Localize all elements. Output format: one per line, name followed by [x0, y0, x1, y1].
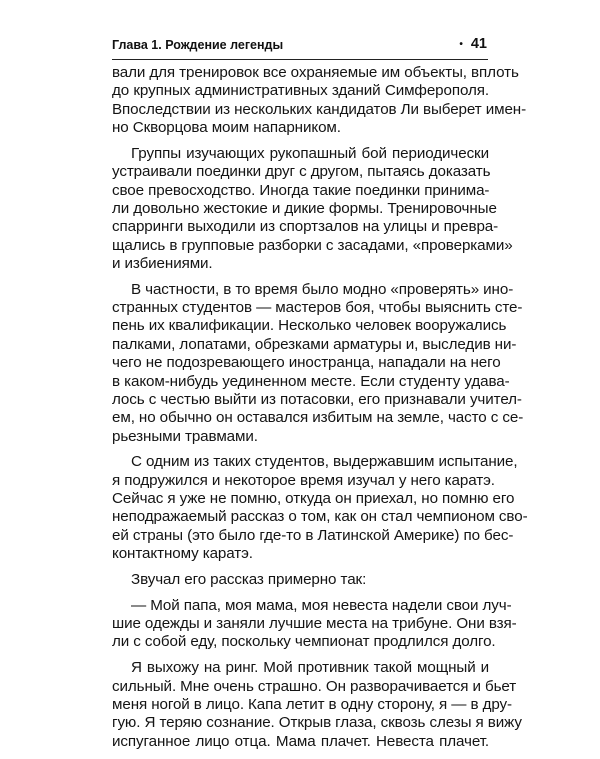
- text-line: Группы изучающих рукопашный бой периодически: [131, 144, 489, 162]
- paragraph: [112, 64, 527, 137]
- text-line: ем, но обычно он оставался избитым на земле, часто с се-: [112, 409, 524, 427]
- text-line: С одним из таких студентов, выдержавшим испытание,: [131, 453, 518, 471]
- bullet-icon: •: [459, 38, 463, 50]
- text-line: но Скворцова моим напарником.: [112, 119, 341, 137]
- text-line: я подружился и некоторое время изучал у него каратэ.: [112, 471, 495, 489]
- text-line: меня ногой в лицо. Капа летит в одну сторону, я — в дру-: [112, 696, 512, 713]
- body-text: [112, 64, 528, 759]
- text-line: странных студентов — мастеров боя, чтобы выяснить сте-: [112, 299, 523, 317]
- text-line: щались в групповые разборки с засадами, «проверками»: [112, 236, 513, 254]
- text-line: Я выхожу на ринг. Мой противник такой мощный и: [131, 659, 489, 677]
- text-line: чего не подозревающего иностранца, нападали на него: [112, 354, 501, 372]
- text-line: шие одежды и заняли лучшие места на трибуне. Они взя-: [112, 615, 517, 633]
- chapter-title: Глава 1. Рождение легенды: [112, 38, 284, 52]
- text-line: в каком-нибудь уединенном месте. Если студенту удава-: [112, 372, 510, 390]
- page-number: 41: [470, 36, 487, 52]
- text-line: пень их квалификации. Несколько человек вооружались: [112, 317, 507, 335]
- text-line: вали для тренировок все охраняемые им объекты, вплоть: [112, 64, 519, 81]
- text-line: устраивали поединки друг с другом, пытаясь доказать: [112, 163, 491, 181]
- text-line: Звучал его рассказ примерно так:: [131, 570, 367, 588]
- text-line: рьезными травмами.: [112, 427, 258, 445]
- text-line: ей страны (это было где-то в Латинской Америке) по бес-: [112, 526, 514, 544]
- paragraph: [112, 144, 513, 273]
- text-line: лось с честью выйти из потасовки, его признавали учител-: [112, 390, 522, 408]
- running-header: [112, 37, 488, 60]
- page-number-block: [459, 36, 487, 52]
- paragraph: [112, 596, 517, 652]
- text-line: сильный. Мне очень страшно. Он разворачивается и бьет: [112, 677, 517, 695]
- text-line: до крупных административных зданий Симферополя.: [112, 82, 489, 100]
- text-line: свое превосходство. Иногда такие поединки принима-: [112, 181, 490, 199]
- paragraph: [112, 659, 522, 751]
- text-line: ли довольно жестокие и дикие формы. Тренировочные: [112, 199, 497, 217]
- text-line: контактному каратэ.: [112, 545, 253, 563]
- text-line: и избиениями.: [112, 254, 213, 272]
- text-line: неподражаемый рассказ о том, как он стал чемпионом сво-: [112, 508, 528, 526]
- text-line: ли с собой еду, поскольку чемпионат продлился долго.: [112, 633, 496, 651]
- text-line: гую. Я теряю сознание. Открыв глаза, сквозь слезы я вижу: [112, 714, 522, 732]
- text-line: спарринги выходили из спортзалов на улицы и превра-: [112, 218, 499, 236]
- text-line: В частности, в то время было модно «проверять» ино-: [131, 280, 514, 298]
- text-line: палками, лопатами, обрезками арматуры и, выследив ни-: [112, 335, 517, 353]
- paragraph: [112, 280, 524, 446]
- text-line: Впоследствии из нескольких кандидатов Ли выберет имен-: [112, 100, 527, 118]
- text-line: испуганное лицо отца. Мама плачет. Невеста плачет.: [112, 732, 489, 750]
- paragraph: [112, 453, 528, 563]
- paragraph: [112, 571, 489, 589]
- text-line: Сейчас я уже не помню, откуда он приехал, но помню его: [112, 490, 515, 508]
- text-line: — Мой папа, моя мама, моя невеста надели свои луч-: [131, 596, 512, 614]
